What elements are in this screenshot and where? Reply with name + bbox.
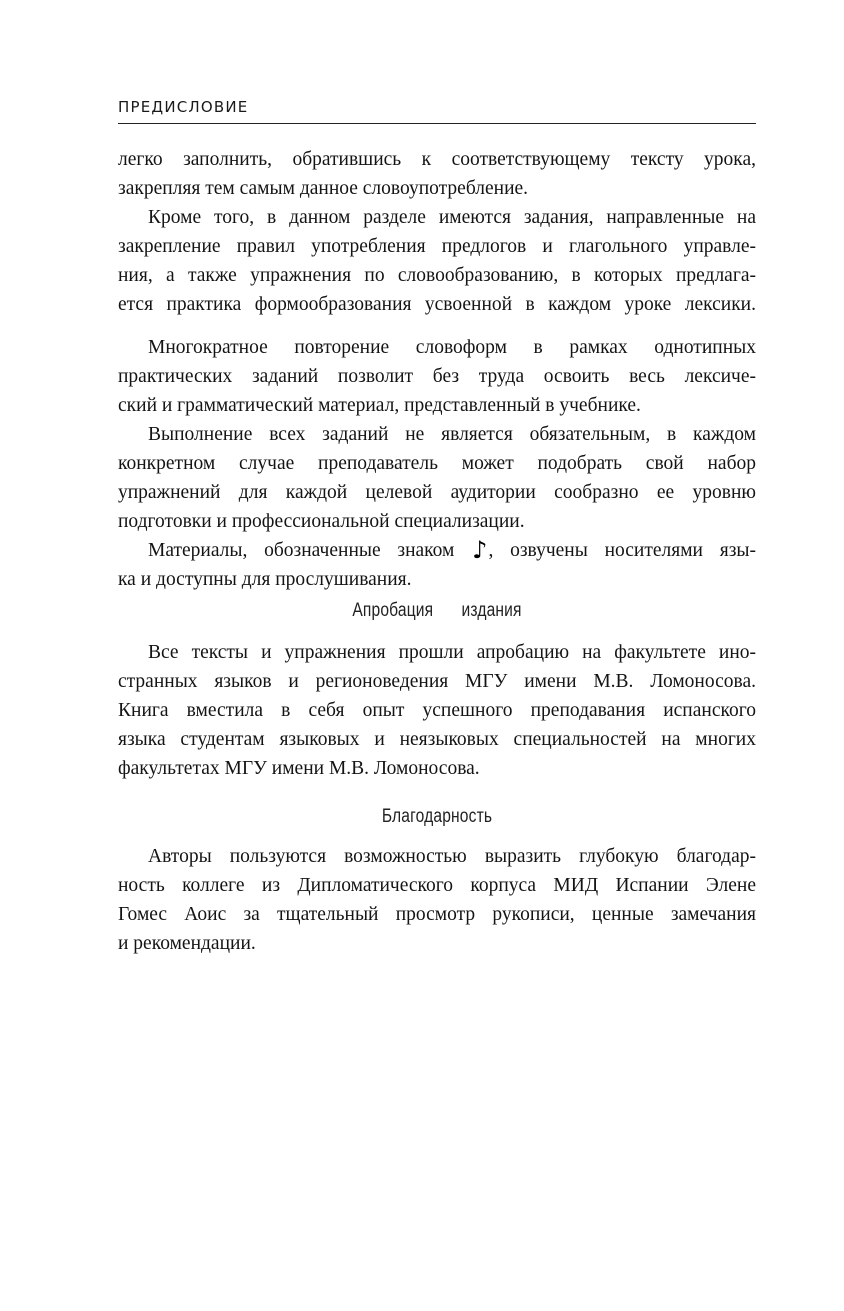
text-line: Многократное повторение словоформ в рамках однотипных — [148, 337, 756, 358]
text-line: упражнений для каждой целевой аудитории сообразно ее уровню — [118, 482, 756, 503]
text-line: ется практика формообразования усвоенной в каждом уроке лексики. — [118, 294, 756, 315]
text-line: Книга вместила в себя опыт успешного преподавания испанского — [118, 700, 756, 721]
text-line: Выполнение всех заданий не является обязательным, в каждом — [148, 424, 756, 445]
section-heading: Благодарность — [381, 806, 493, 827]
running-head: ПРЕДИСЛОВИЕ — [118, 98, 249, 116]
header-rule — [118, 123, 756, 124]
text-line: Все тексты и упражнения прошли апробацию на факультете ино- — [148, 642, 756, 663]
text-line: факультетах МГУ имени М.В. Ломоносова. — [118, 758, 480, 779]
text-line: подготовки и профессиональной специализации. — [118, 511, 525, 532]
text-line: ский и грамматический материал, представленный в учебнике. — [118, 395, 641, 416]
text-line: странных языков и регионоведения МГУ имени М.В. Ломоносова. — [118, 671, 756, 692]
text-line: закрепляя тем самым данное словоупотребление. — [118, 178, 529, 199]
text-line: ность коллеге из Дипломатического корпуса МИД Испании Элене — [118, 875, 756, 896]
text-line: закрепление правил употребления предлогов и глагольного управле- — [118, 236, 756, 257]
text-fragment: , озвучены носителями язы- — [488, 540, 756, 561]
text-line: и рекомендации. — [118, 933, 256, 954]
text-line: Гомес Аоис за тщательный просмотр рукописи, ценные замечания — [118, 904, 756, 925]
text-line: ния, а также упражнения по словообразованию, в которых предлага- — [118, 265, 756, 286]
text-line: ка и доступны для прослушивания. — [118, 569, 412, 590]
text-line: языка студентам языковых и неязыковых специальностей на многих — [118, 729, 756, 750]
text-line: практических заданий позволит без труда освоить весь лексиче- — [118, 366, 756, 387]
music-note-icon: ♪ — [472, 536, 488, 564]
text-line: конкретном случае преподаватель может подобрать свой набор — [118, 453, 756, 474]
section-heading: Апробация издания — [352, 600, 522, 621]
text-fragment: Материалы, обозначенные знаком — [148, 540, 472, 561]
text-line: Кроме того, в данном разделе имеются задания, направленные на — [148, 207, 756, 228]
text-line — [118, 536, 756, 565]
text-line: Авторы пользуются возможностью выразить глубокую благодар- — [148, 846, 756, 867]
text-line: легко заполнить, обратившись к соответствующему тексту урока, — [118, 149, 756, 170]
